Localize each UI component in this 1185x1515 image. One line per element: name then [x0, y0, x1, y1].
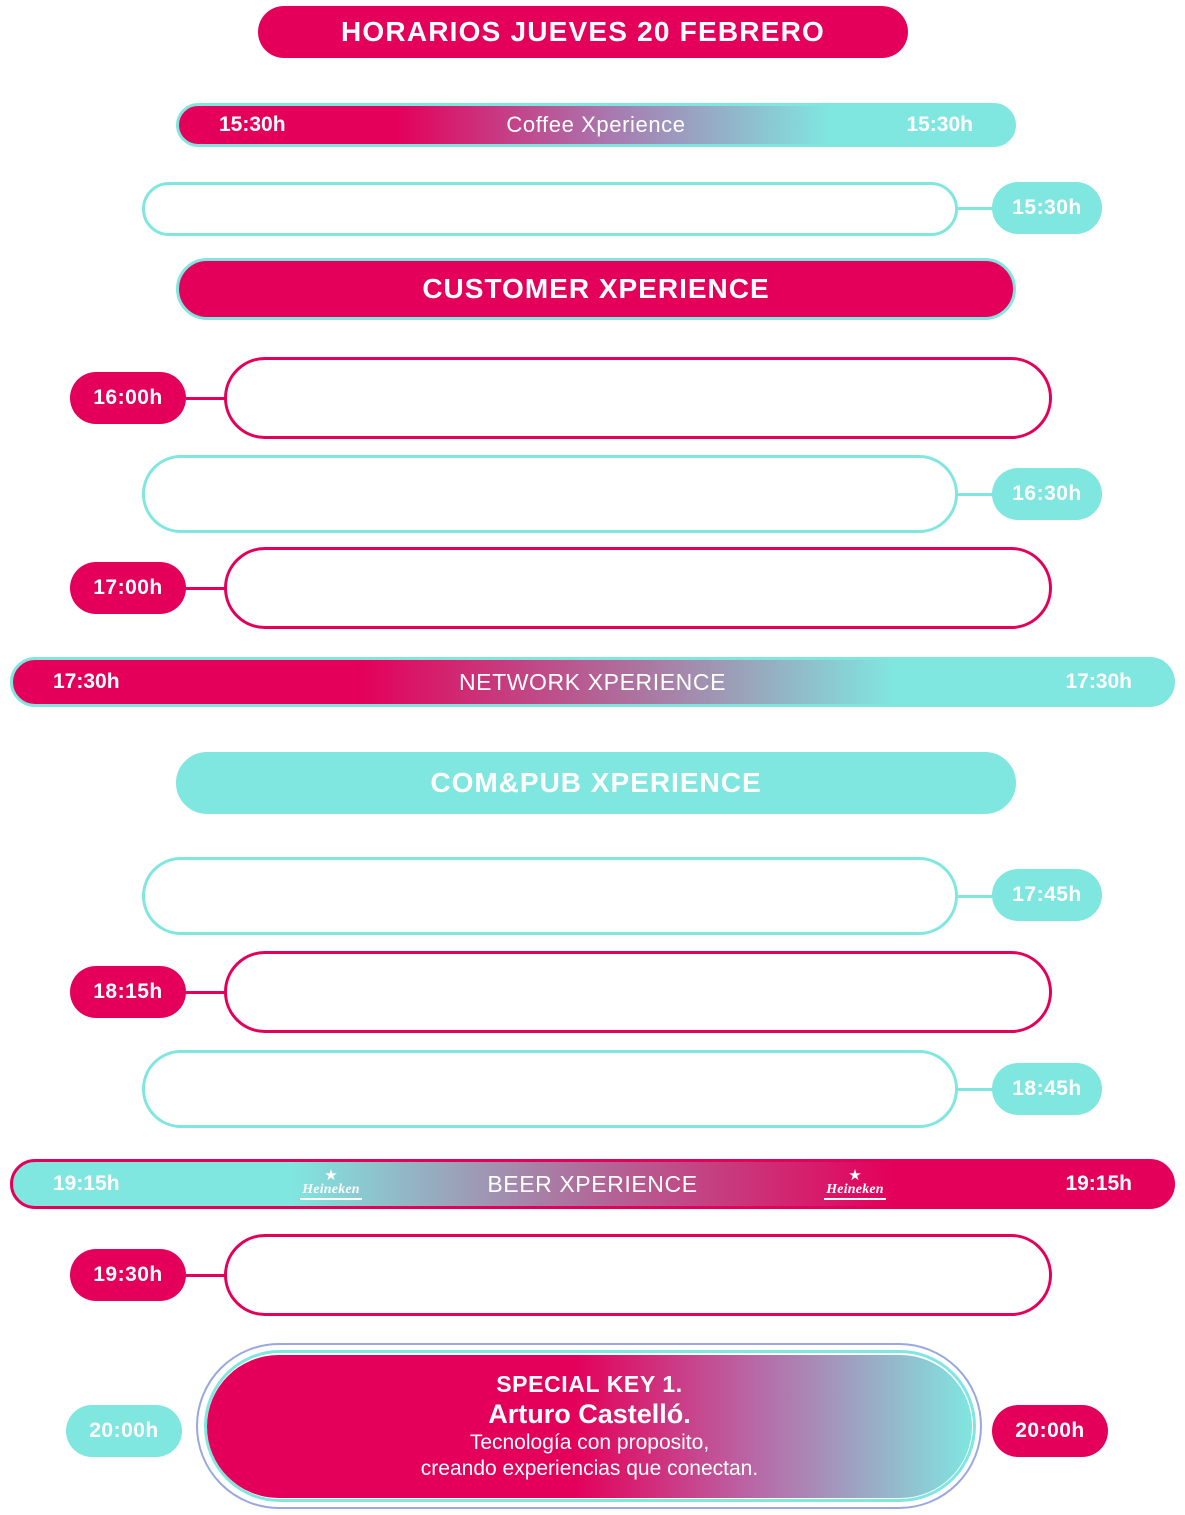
- session-slot-box-2[interactable]: [224, 357, 1052, 439]
- time-chip-7: 18:45h: [992, 1063, 1102, 1115]
- time-chip-1: 15:30h: [992, 182, 1102, 234]
- network-xperience-bar: [10, 657, 1175, 707]
- connector-3: [956, 493, 996, 496]
- connector-8: [184, 1274, 228, 1277]
- beer-xperience-bar: [10, 1159, 1175, 1209]
- page-title: HORARIOS JUEVES 20 FEBRERO: [258, 6, 908, 58]
- special-key-label: SPECIAL KEY 1.: [496, 1371, 683, 1397]
- time-chip-4: 17:00h: [70, 562, 186, 614]
- time-chip-3: 16:30h: [992, 468, 1102, 520]
- heineken-star-icon: ★: [324, 1167, 338, 1184]
- coffee-title: Coffee Xperience: [506, 112, 686, 137]
- time-chip-2: 16:00h: [70, 372, 186, 424]
- heineken-logo-label: Heineken: [300, 1182, 362, 1200]
- heineken-star-icon-2: ★: [848, 1167, 862, 1184]
- connector-2: [184, 397, 228, 400]
- special-key-card[interactable]: [207, 1355, 972, 1498]
- session-slot-box-1[interactable]: [142, 182, 958, 236]
- heineken-logo-icon: [288, 1168, 374, 1202]
- network-right-time: 17:30h: [1065, 670, 1132, 693]
- beer-left-time: 19:15h: [53, 1172, 120, 1195]
- time-chip-5: 17:45h: [992, 869, 1102, 921]
- session-slot-box-6[interactable]: [224, 951, 1052, 1033]
- special-key-right-time: 20:00h: [992, 1405, 1108, 1457]
- coffee-left-time: 15:30h: [219, 113, 286, 136]
- special-key-desc-1: Tecnología con proposito,: [469, 1431, 710, 1454]
- connector-5: [956, 895, 996, 898]
- section-customer-xperience: CUSTOMER XPERIENCE: [176, 258, 1016, 320]
- connector-6: [184, 991, 228, 994]
- special-key-desc-2: creando experiencias que conectan.: [420, 1457, 759, 1480]
- session-slot-box-8[interactable]: [224, 1234, 1052, 1316]
- special-key-left-time: 20:00h: [66, 1405, 182, 1457]
- time-chip-8: 19:30h: [70, 1249, 186, 1301]
- session-slot-box-5[interactable]: [142, 857, 958, 935]
- special-key-speaker: Arturo Castelló.: [488, 1399, 691, 1429]
- coffee-xperience-bar: [176, 103, 1016, 147]
- session-slot-box-7[interactable]: [142, 1050, 958, 1128]
- beer-right-time: 19:15h: [1065, 1172, 1132, 1195]
- session-slot-box-3[interactable]: [142, 455, 958, 533]
- session-slot-box-4[interactable]: [224, 547, 1052, 629]
- connector-4: [184, 587, 228, 590]
- heineken-logo-icon-2: [812, 1168, 898, 1202]
- time-chip-6: 18:15h: [70, 966, 186, 1018]
- network-left-time: 17:30h: [53, 670, 120, 693]
- section-compub-xperience: COM&PUB XPERIENCE: [176, 752, 1016, 814]
- coffee-right-time: 15:30h: [906, 113, 973, 136]
- connector-1: [956, 207, 996, 210]
- network-title: NETWORK XPERIENCE: [458, 668, 727, 695]
- connector-7: [956, 1088, 996, 1091]
- heineken-logo-label-2: Heineken: [824, 1182, 886, 1200]
- beer-title: BEER XPERIENCE: [487, 1170, 698, 1197]
